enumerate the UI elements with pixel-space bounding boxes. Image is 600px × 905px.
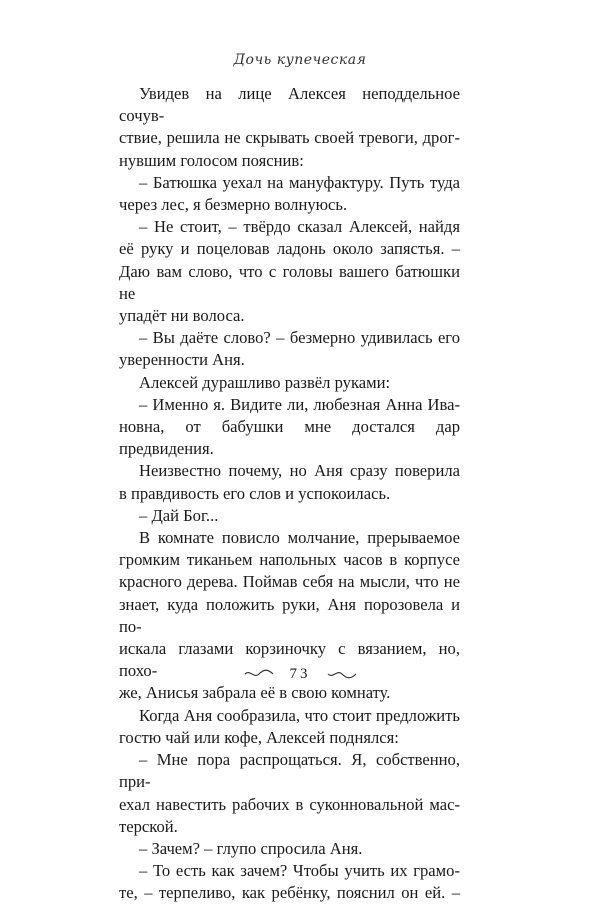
text-line: её руку и поцеловав ладонь около запястья. –: [119, 239, 460, 259]
text-line: Увидев на лице Алексея неподдельное сочув-: [119, 84, 460, 126]
text-line: – Батюшка уехал на мануфактуру. Путь туда: [139, 172, 460, 192]
text-line: через лес, я безмерно волнуюсь.: [119, 195, 348, 215]
text-line: те, – терпеливо, как ребёнку, пояснил он ей. –: [119, 883, 460, 903]
text-line: Даю вам слово, что с головы вашего батюшки не: [119, 261, 460, 303]
text-line: в правдивость его слов и успокоилась.: [119, 483, 391, 503]
text-line: гостю чай или кофе, Алексей поднялся:: [119, 727, 399, 747]
paragraph: [119, 505, 460, 527]
text-line: знает, куда положить руки, Аня порозовела и по-: [119, 594, 460, 636]
text-line: терской.: [119, 816, 178, 836]
text-line: В комнате повисло молчание, прерываемое: [139, 528, 460, 548]
text-line: нувшим голосом пояснив:: [119, 150, 304, 170]
paragraph: [119, 838, 460, 860]
text-line: ехал навестить рабочих в суконновальной мас-: [119, 794, 460, 814]
paragraph: [119, 394, 460, 461]
text-line: искала глазами корзиночку с вязанием, но, похо-: [119, 639, 460, 681]
text-line: Алексей дурашливо развёл руками:: [139, 372, 391, 392]
text-line: же, Анисья забрала её в свою комнату.: [119, 683, 391, 703]
text-line: – Именно я. Видите ли, любезная Анна Ива-: [139, 394, 460, 414]
text-line: Когда Аня сообразила, что стоит предложить: [139, 705, 460, 725]
paragraph: [119, 172, 460, 216]
text-line: новна, от бабушки мне достался дар предвидения.: [119, 417, 460, 459]
ornament-left-icon: [244, 668, 274, 680]
paragraph: [119, 860, 460, 904]
text-line: – Зачем? – глупо спросила Аня.: [139, 838, 363, 858]
body-text: [119, 83, 460, 905]
paragraph: [119, 216, 460, 327]
paragraph: [119, 327, 460, 371]
text-line: громким тиканьем напольных часов в корпусе: [119, 550, 460, 570]
paragraph: [119, 749, 460, 838]
running-header: Дочь купеческая: [233, 52, 367, 68]
paragraph: [119, 460, 460, 504]
page-footer: [0, 664, 600, 684]
paragraph: [119, 83, 460, 172]
page-number: 73: [289, 665, 311, 682]
text-line: – Вы даёте слово? – безмерно удивилась его: [139, 328, 460, 348]
paragraph: [119, 705, 460, 749]
text-line: уверенности Аня.: [119, 350, 245, 370]
text-line: упадёт ни волоса.: [119, 306, 245, 326]
text-line: ствие, решила не скрывать своей тревоги, дрог-: [119, 128, 460, 148]
text-line: – Не стоит, – твёрдо сказал Алексей, найдя: [139, 217, 460, 237]
text-line: Неизвестно почему, но Аня сразу поверила: [139, 461, 460, 481]
text-line: – Мне пора распрощаться. Я, собственно, при-: [119, 750, 460, 792]
text-line: – То есть как зачем? Чтобы учить их грамо-: [139, 861, 460, 881]
paragraph: [119, 372, 460, 394]
text-line: красного дерева. Поймав себя на мысли, что не: [119, 572, 460, 592]
ornament-right-icon: [327, 668, 357, 680]
text-line: – Дай Бог...: [139, 505, 219, 525]
